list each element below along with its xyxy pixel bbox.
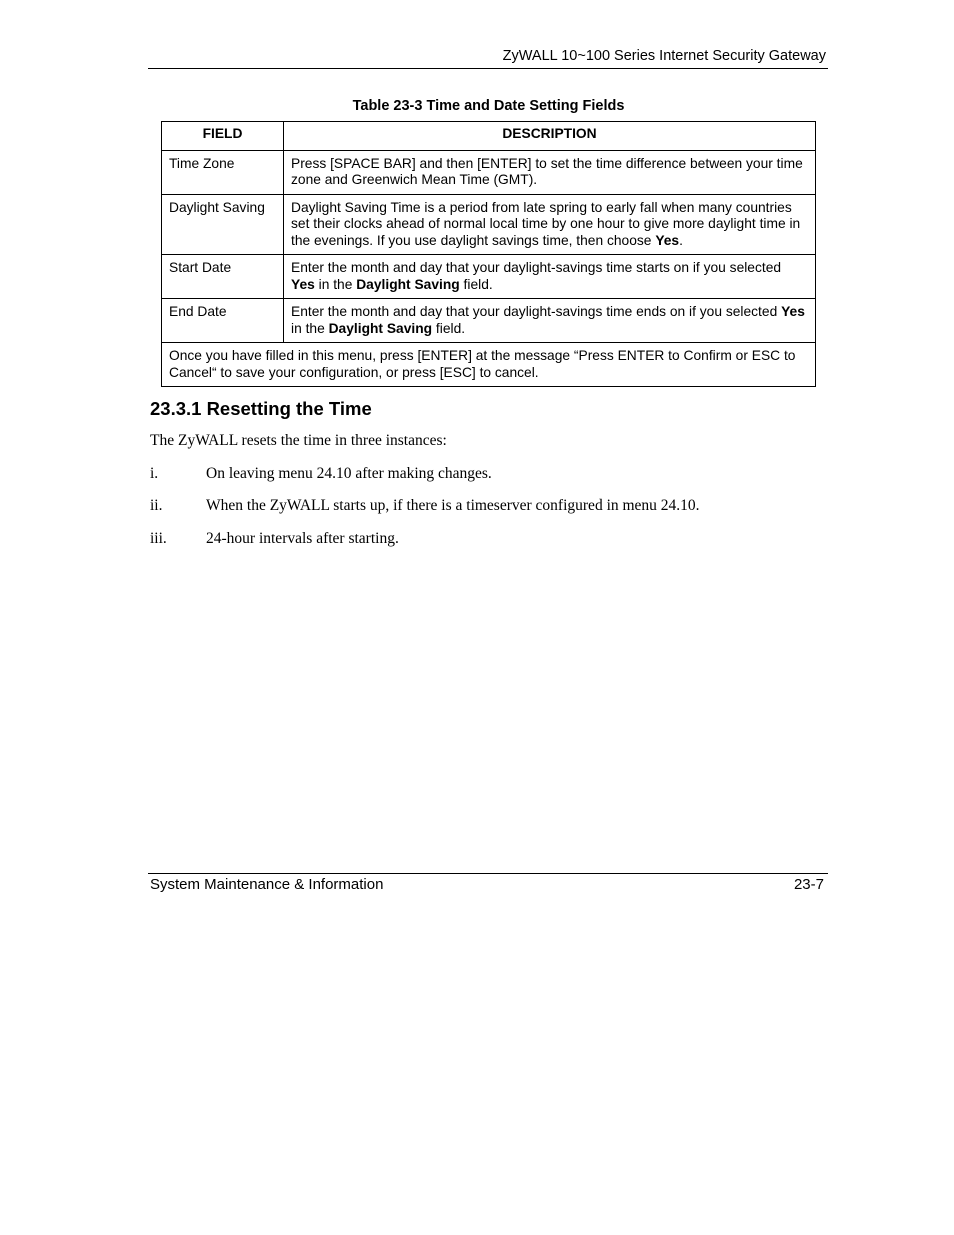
list-item-text: When the ZyWALL starts up, if there is a timeserver configured in menu 24.10. bbox=[206, 497, 700, 514]
field-description bbox=[284, 299, 816, 343]
list-item-number: ii. bbox=[150, 497, 163, 514]
description-bold: Yes bbox=[291, 276, 315, 292]
list-item-text: 24-hour intervals after starting. bbox=[206, 530, 399, 547]
field-name: Daylight Saving bbox=[162, 194, 284, 255]
description-bold: Daylight Saving bbox=[356, 276, 460, 292]
page-number: 23-7 bbox=[793, 876, 824, 893]
column-header-description: DESCRIPTION bbox=[284, 122, 816, 151]
description-text: Enter the month and day that your daylight-savings time ends on if you selected bbox=[291, 304, 782, 319]
description-text: . bbox=[679, 232, 683, 248]
description-bold: Yes bbox=[781, 304, 805, 319]
field-description bbox=[284, 194, 816, 255]
description-text: Enter the month and day that your daylight-savings time starts on if you selected bbox=[291, 260, 782, 275]
description-bold: Daylight Saving bbox=[328, 320, 433, 336]
table-footer-row bbox=[162, 343, 816, 387]
table-row bbox=[162, 150, 816, 194]
footer-chapter-title: System Maintenance & Information bbox=[150, 876, 384, 893]
description-bold: Yes bbox=[655, 232, 680, 248]
list-item-number: i. bbox=[150, 465, 159, 482]
field-description bbox=[284, 255, 816, 299]
list-item-number: iii. bbox=[150, 530, 167, 547]
field-description bbox=[284, 150, 816, 194]
page-header bbox=[148, 46, 828, 69]
description-text: in the bbox=[314, 276, 357, 292]
description-text: field. bbox=[459, 276, 493, 292]
table-row bbox=[162, 194, 816, 255]
description-text: Daylight Saving Time is a period from late spring to early fall when many countries set their clocks ahead of normal local time by one hour to give more daylight time in the evenings. If you use daylight savings time, then choose bbox=[291, 199, 801, 248]
page-footer bbox=[148, 873, 828, 893]
field-name: Time Zone bbox=[162, 150, 284, 194]
description-text: in the bbox=[291, 320, 329, 336]
description-text: field. bbox=[432, 320, 466, 336]
settings-table bbox=[161, 121, 816, 387]
table-row bbox=[162, 299, 816, 343]
description-text: Press [SPACE BAR] and then [ENTER] to set the time difference between your time zone and Greenwich Mean Time (GMT). bbox=[291, 155, 803, 187]
table-caption: Table 23-3 Time and Date Setting Fields bbox=[352, 98, 625, 114]
table-row bbox=[162, 255, 816, 299]
list-item-text: On leaving menu 24.10 after making changes. bbox=[206, 465, 492, 482]
field-name: End Date bbox=[162, 299, 284, 343]
field-name: Start Date bbox=[162, 255, 284, 299]
header-title: ZyWALL 10~100 Series Internet Security Gateway bbox=[502, 48, 826, 64]
column-header-field: FIELD bbox=[162, 122, 284, 151]
table-header-row bbox=[162, 122, 816, 151]
section-heading: 23.3.1 Resetting the Time bbox=[150, 398, 372, 419]
table-footer-note: Once you have filled in this menu, press [ENTER] at the message “Press ENTER to Confirm or ESC to Cancel“ to save your configuration, or press [ESC] to cancel. bbox=[162, 343, 816, 387]
section-intro: The ZyWALL resets the time in three instances: bbox=[150, 432, 447, 449]
